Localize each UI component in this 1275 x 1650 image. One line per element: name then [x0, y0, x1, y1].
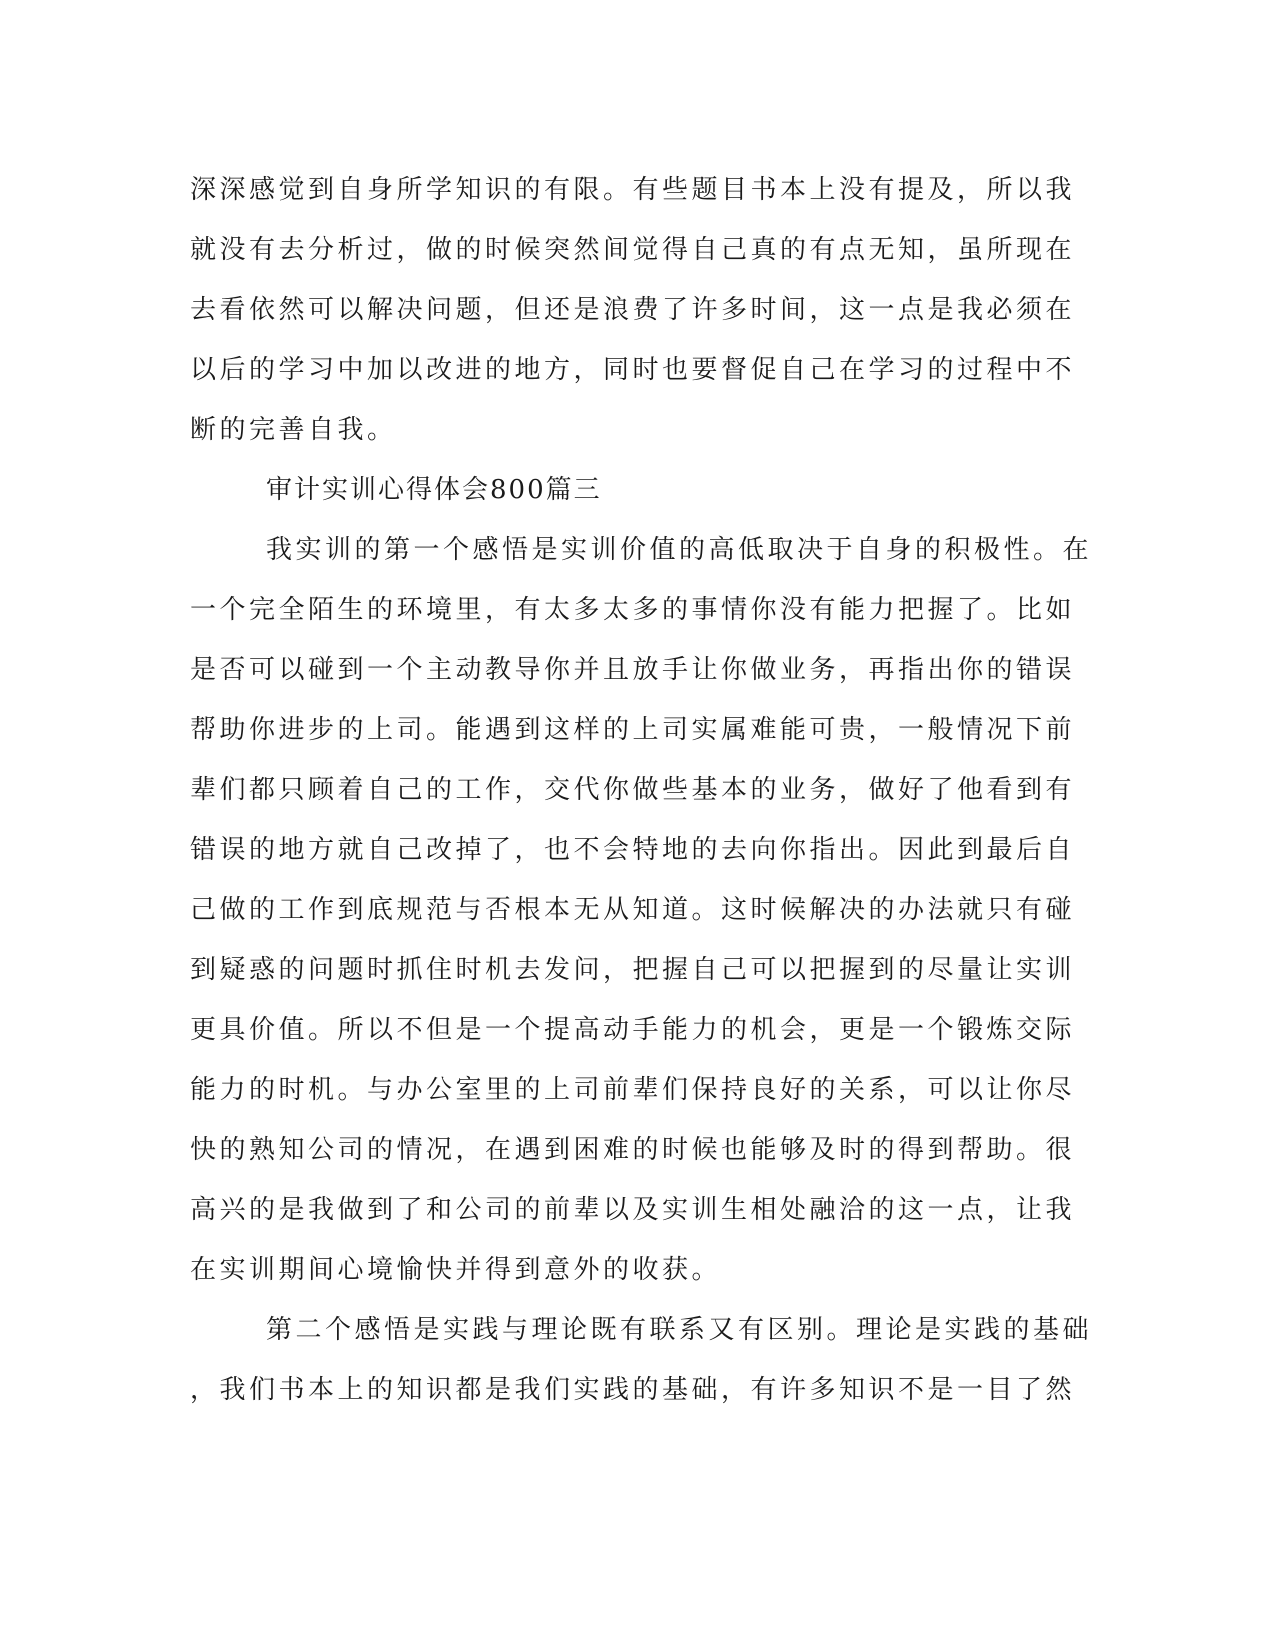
paragraph-line: 一个完全陌生的环境里，有太多太多的事情你没有能力把握了。比如 — [190, 595, 1076, 625]
paragraph-line: 就没有去分析过，做的时候突然间觉得自己真的有点无知，虽所现在 — [190, 235, 1076, 265]
paragraph-line: 深深感觉到自身所学知识的有限。有些题目书本上没有提及，所以我 — [190, 175, 1076, 205]
paragraph-line: 是否可以碰到一个主动教导你并且放手让你做业务，再指出你的错误 — [190, 655, 1076, 685]
paragraph-line: 在实训期间心境愉快并得到意外的收获。 — [190, 1255, 722, 1285]
paragraph-line: 以后的学习中加以改进的地方，同时也要督促自己在学习的过程中不 — [190, 355, 1076, 385]
paragraph-line: 我实训的第一个感悟是实训价值的高低取决于自身的积极性。在 — [266, 535, 1093, 565]
paragraph-line: 断的完善自我。 — [190, 415, 397, 445]
section-heading: 审计实训心得体会800篇三 — [266, 475, 602, 505]
paragraph-line: 快的熟知公司的情况，在遇到困难的时候也能够及时的得到帮助。很 — [190, 1135, 1076, 1165]
paragraph-line: 己做的工作到底规范与否根本无从知道。这时候解决的办法就只有碰 — [190, 895, 1076, 925]
paragraph-line: 高兴的是我做到了和公司的前辈以及实训生相处融洽的这一点，让我 — [190, 1195, 1076, 1225]
paragraph-line: 辈们都只顾着自己的工作，交代你做些基本的业务，做好了他看到有 — [190, 775, 1076, 805]
paragraph-line: 帮助你进步的上司。能遇到这样的上司实属难能可贵，一般情况下前 — [190, 715, 1076, 745]
paragraph-line: 更具价值。所以不但是一个提高动手能力的机会，更是一个锻炼交际 — [190, 1015, 1076, 1045]
paragraph-line: 到疑惑的问题时抓住时机去发问，把握自己可以把握到的尽量让实训 — [190, 955, 1076, 985]
paragraph-line: ，我们书本上的知识都是我们实践的基础，有许多知识不是一目了然 — [190, 1375, 1076, 1405]
paragraph-line: 错误的地方就自己改掉了，也不会特地的去向你指出。因此到最后自 — [190, 835, 1076, 865]
body-text — [190, 160, 1093, 1420]
paragraph-line: 能力的时机。与办公室里的上司前辈们保持良好的关系，可以让你尽 — [190, 1075, 1076, 1105]
paragraph-line: 去看依然可以解决问题，但还是浪费了许多时间，这一点是我必须在 — [190, 295, 1076, 325]
paragraph-line: 第二个感悟是实践与理论既有联系又有区别。理论是实践的基础 — [266, 1315, 1093, 1345]
